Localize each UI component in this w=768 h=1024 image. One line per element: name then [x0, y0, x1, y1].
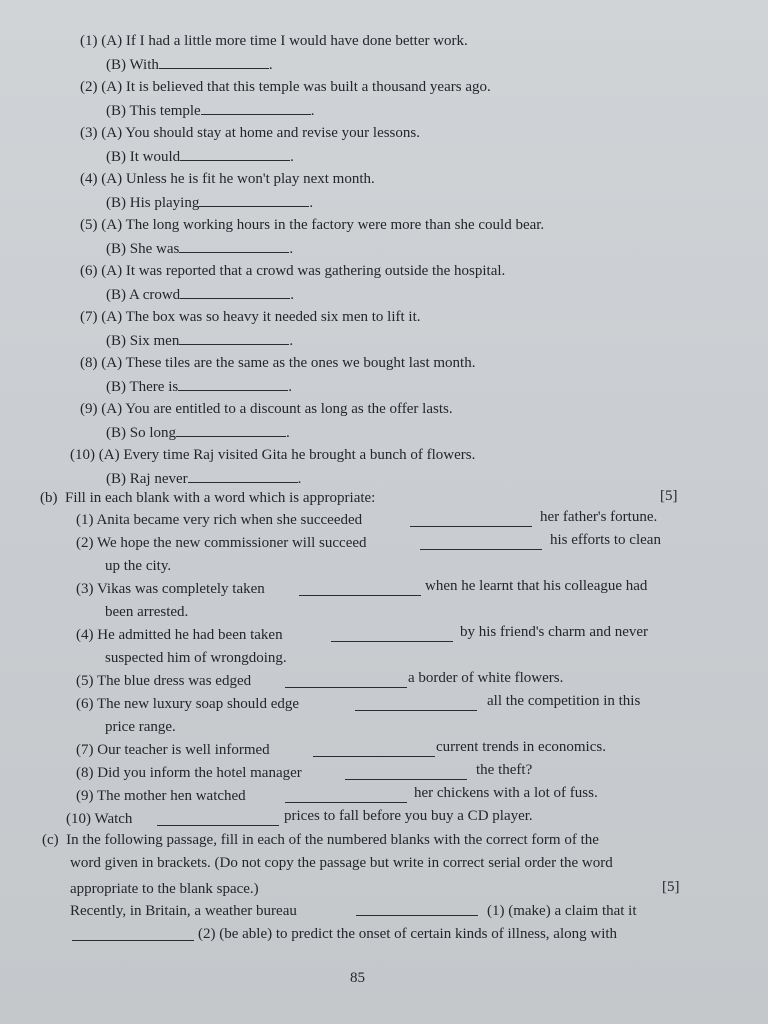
item-text-after: all the competition in this: [487, 693, 641, 709]
answer-blank[interactable]: [313, 743, 435, 757]
option-b-text: A crowd: [128, 287, 181, 303]
transform-item-a: [80, 354, 475, 372]
option-a-label: (A): [101, 79, 123, 95]
transform-item-a: [70, 446, 475, 464]
option-b-text: His playing: [129, 195, 200, 211]
option-b-label: (B): [106, 57, 126, 73]
option-a-label: (A): [101, 309, 123, 325]
transform-item-a: [80, 308, 421, 326]
item-text-after: the theft?: [476, 762, 533, 778]
section-c-passage-line-1: [70, 902, 297, 920]
transform-item-b: [106, 377, 292, 396]
item-text-after: his efforts to clean: [550, 532, 661, 548]
option-b-label: (B): [106, 195, 126, 211]
answer-blank[interactable]: [355, 697, 477, 711]
transform-item-b: [106, 469, 301, 488]
answer-blank[interactable]: [345, 766, 467, 780]
item-number: (7): [80, 309, 98, 325]
transform-item-b: [106, 331, 293, 350]
option-a-label: (A): [98, 447, 120, 463]
option-b-end: .: [286, 425, 290, 441]
fill-blank-item: [76, 580, 265, 598]
option-b-end: .: [297, 471, 302, 487]
transform-item-b: [106, 239, 293, 258]
item-text-before: The mother hen watched: [96, 788, 246, 804]
item-number: (5): [80, 217, 98, 233]
item-text-after: prices to fall before you buy a CD player.: [284, 808, 533, 824]
item-text-continued: up the city.: [105, 558, 172, 574]
option-b-label: (B): [106, 149, 126, 165]
transform-item-a: [80, 32, 468, 50]
option-b-text: Raj never: [129, 471, 188, 487]
option-b-end: .: [289, 241, 294, 257]
transform-item-b: [106, 101, 314, 120]
option-b-label: (B): [106, 241, 126, 257]
item-text-before: Watch: [94, 811, 133, 827]
answer-blank[interactable]: [188, 469, 298, 483]
section-c-marks: [5]: [662, 879, 680, 895]
section-b-heading: [40, 489, 375, 507]
item-text-before: The blue dress was edged: [96, 673, 252, 689]
option-a-text: You are entitled to a discount as long as the offer lasts.: [125, 401, 453, 417]
passage-text-2-after: (2) (be able) to predict the onset of certain kinds of illness, along with: [198, 926, 618, 942]
answer-blank[interactable]: [331, 628, 453, 642]
option-b-end: .: [268, 57, 273, 73]
item-text-continued: price range.: [105, 719, 176, 735]
transform-item-a: [80, 400, 453, 418]
item-text-before: He admitted he had been taken: [97, 627, 283, 643]
option-b-label: (B): [106, 471, 126, 487]
answer-blank[interactable]: [179, 239, 289, 253]
section-c-text-1: In the following passage, fill in each of the numbered blanks with the correct form of the: [66, 832, 599, 848]
transform-item-a: [80, 170, 375, 188]
section-b-label: (b): [40, 490, 58, 506]
option-b-label: (B): [106, 287, 126, 303]
item-text-after: her chickens with a lot of fuss.: [414, 785, 598, 801]
option-b-text: With: [129, 57, 159, 73]
answer-blank[interactable]: [176, 423, 286, 437]
option-b-label: (B): [106, 333, 126, 349]
item-text-after: a border of white flowers.: [408, 670, 564, 686]
transform-item-b: [106, 147, 294, 166]
passage-blank-2[interactable]: [72, 927, 194, 941]
option-b-end: .: [290, 287, 294, 303]
option-b-text: It would: [129, 149, 181, 165]
option-a-text: It was reported that a crowd was gathering outside the hospital.: [125, 263, 506, 279]
item-text-continued: been arrested.: [105, 604, 189, 620]
option-b-text: There is: [129, 379, 179, 395]
answer-blank[interactable]: [410, 513, 532, 527]
passage-text-1: Recently, in Britain, a weather bureau: [70, 903, 297, 919]
item-number: (3): [80, 125, 98, 141]
section-b-marks: [5]: [660, 488, 678, 504]
item-text-before: Vikas was completely taken: [96, 581, 265, 597]
option-b-text: She was: [129, 241, 180, 257]
item-number: (7): [76, 742, 94, 758]
item-number: (2): [80, 79, 98, 95]
item-number: (4): [76, 627, 94, 643]
answer-blank[interactable]: [285, 789, 407, 803]
option-a-label: (A): [101, 33, 123, 49]
option-b-end: .: [310, 103, 315, 119]
item-text-continued: suspected him of wrongdoing.: [105, 650, 287, 666]
item-text-after: by his friend's charm and never: [460, 624, 649, 640]
option-b-end: .: [309, 195, 314, 211]
page-number: 85: [350, 970, 365, 986]
item-number: (6): [76, 696, 94, 712]
item-number: (9): [80, 401, 98, 417]
transform-item-b: [106, 285, 294, 304]
answer-blank[interactable]: [199, 193, 309, 207]
fill-blank-item: [66, 810, 132, 828]
answer-blank[interactable]: [201, 101, 311, 115]
answer-blank[interactable]: [285, 674, 407, 688]
section-c-label: (c): [42, 832, 59, 848]
item-number: (4): [80, 171, 98, 187]
item-number: (8): [76, 765, 94, 781]
option-b-label: (B): [106, 425, 126, 441]
fill-blank-item: [76, 672, 251, 690]
transform-item-a: [80, 78, 491, 96]
option-b-text: This temple: [129, 103, 201, 119]
option-a-text: If I had a little more time I would have done better work.: [125, 33, 468, 49]
transform-item-a: [80, 262, 505, 280]
option-a-label: (A): [101, 401, 123, 417]
fill-blank-item: [76, 764, 302, 782]
item-text-before: Our teacher is well informed: [97, 742, 270, 758]
answer-blank[interactable]: [299, 582, 421, 596]
item-number: (10): [66, 811, 91, 827]
item-text-before: The new luxury soap should edge: [96, 696, 300, 712]
item-number: (10): [70, 447, 95, 463]
item-number: (1): [76, 512, 94, 528]
answer-blank[interactable]: [179, 331, 289, 345]
answer-blank[interactable]: [180, 147, 290, 161]
option-a-label: (A): [101, 355, 123, 371]
option-b-text: Six men: [129, 333, 180, 349]
item-number: (2): [76, 535, 94, 551]
option-a-text: The box was so heavy it needed six men to lift it.: [125, 309, 421, 325]
answer-blank[interactable]: [178, 377, 288, 391]
option-a-text: These tiles are the same as the ones we bought last month.: [125, 355, 476, 371]
answer-blank[interactable]: [180, 285, 290, 299]
option-b-end: .: [288, 379, 292, 395]
option-b-label: (B): [106, 379, 126, 395]
item-text-after: current trends in economics.: [436, 739, 606, 755]
transform-item-b: [106, 193, 313, 212]
fill-blank-item: [76, 787, 246, 805]
option-a-label: (A): [101, 217, 123, 233]
transform-item-b: [106, 423, 290, 442]
item-number: (1): [80, 33, 98, 49]
item-number: (3): [76, 581, 94, 597]
item-number: (9): [76, 788, 94, 804]
transform-item-a: [80, 124, 420, 142]
option-a-text: Unless he is fit he won't play next month.: [125, 171, 375, 187]
option-b-text: So long: [129, 425, 177, 441]
item-number: (5): [76, 673, 94, 689]
option-a-label: (A): [101, 125, 123, 141]
option-b-end: .: [289, 333, 294, 349]
passage-blank-1[interactable]: [356, 902, 478, 916]
item-text-after: when he learnt that his colleague had: [425, 578, 648, 594]
transform-item-b: [106, 55, 273, 74]
option-a-text: Every time Raj visited Gita he brought a bunch of flowers.: [123, 447, 476, 463]
fill-blank-item: [76, 626, 283, 644]
option-a-text: The long working hours in the factory were more than she could bear.: [125, 217, 545, 233]
section-b-instruction: Fill in each blank with a word which is appropriate:: [65, 490, 376, 506]
transform-item-a: [80, 216, 544, 234]
option-a-label: (A): [101, 171, 123, 187]
section-c-line-2: word given in brackets. (Do not copy the passage but write in correct serial order the word: [70, 855, 613, 871]
section-c-line-1: [42, 831, 599, 849]
answer-blank[interactable]: [159, 55, 269, 69]
item-text-after: her father's fortune.: [540, 509, 658, 525]
fill-blank-item: [76, 534, 367, 552]
answer-blank[interactable]: [420, 536, 542, 550]
fill-blank-item: [76, 511, 362, 529]
item-text-before: Anita became very rich when she succeeded: [96, 512, 363, 528]
item-text-before: We hope the new commissioner will succeed: [96, 535, 367, 551]
fill-blank-item: [76, 695, 299, 713]
option-a-label: (A): [101, 263, 123, 279]
section-c-line-3: appropriate to the blank space.): [70, 881, 259, 897]
item-number: (6): [80, 263, 98, 279]
option-b-end: .: [290, 149, 294, 165]
answer-blank[interactable]: [157, 812, 279, 826]
item-text-before: Did you inform the hotel manager: [97, 765, 302, 781]
option-a-text: You should stay at home and revise your lessons.: [125, 125, 420, 141]
fill-blank-item: [76, 741, 270, 759]
option-a-text: It is believed that this temple was built a thousand years ago.: [125, 79, 491, 95]
item-number: (8): [80, 355, 98, 371]
passage-text-1-after: (1) (make) a claim that it: [487, 903, 637, 919]
option-b-label: (B): [106, 103, 126, 119]
